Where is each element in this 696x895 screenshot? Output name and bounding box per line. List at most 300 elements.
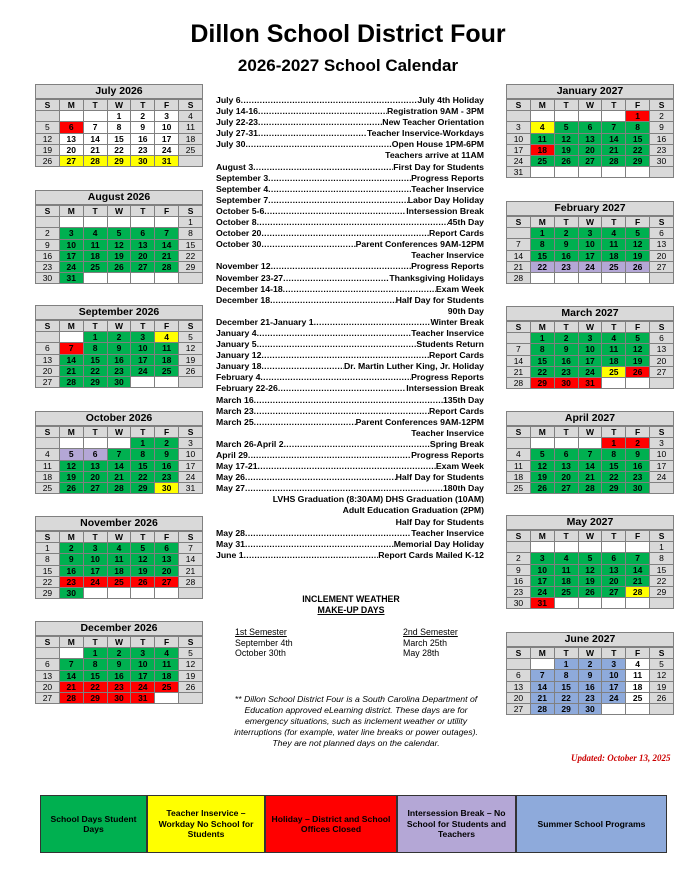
day-cell: 9 <box>155 449 179 460</box>
week-row <box>507 449 674 460</box>
day-cell: 28 <box>155 261 179 272</box>
day-cell <box>602 542 626 553</box>
day-cell: 13 <box>650 344 674 355</box>
day-cell: 14 <box>507 250 531 261</box>
event-description: Progress Reports <box>411 261 484 272</box>
event-date: March 16 <box>216 394 254 405</box>
updated-date: Updated: October 13, 2025 <box>571 753 671 763</box>
week-row <box>36 471 203 482</box>
event-date: November 12 <box>216 261 271 272</box>
week-row <box>507 692 674 703</box>
month-grid <box>35 426 203 494</box>
day-cell: 26 <box>578 586 602 597</box>
week-row <box>36 228 203 239</box>
day-cell: 17 <box>59 250 83 261</box>
day-cell <box>602 167 626 178</box>
day-cell: 8 <box>107 122 131 133</box>
day-cell <box>578 542 602 553</box>
day-cell <box>530 111 554 122</box>
dot-leader <box>254 417 356 428</box>
day-cell: 6 <box>554 449 578 460</box>
dot-leader <box>271 261 412 272</box>
first-semester-date: September 4th <box>235 637 293 648</box>
month-title: August 2026 <box>35 190 203 205</box>
day-cell <box>155 217 179 228</box>
week-row <box>507 355 674 366</box>
day-cell: 12 <box>626 239 650 250</box>
day-cell: 2 <box>554 333 578 344</box>
month-title: April 2027 <box>506 411 674 426</box>
month-calendar <box>35 411 203 494</box>
event-row <box>216 217 484 228</box>
calendar-year-title: 2026-2027 School Calendar <box>237 56 459 75</box>
day-cell: 1 <box>626 111 650 122</box>
day-cell: 22 <box>530 261 554 272</box>
day-cell: 25 <box>155 681 179 692</box>
day-cell: 24 <box>602 692 626 703</box>
day-cell: 13 <box>83 460 107 471</box>
week-row <box>507 155 674 166</box>
event-row <box>216 206 484 217</box>
event-description: Open House 1PM-6PM <box>391 139 484 150</box>
legend-item: Holiday – District and School Offices Closed <box>265 795 397 853</box>
week-row <box>36 155 203 166</box>
week-row <box>507 167 674 178</box>
weekday-header: W <box>578 648 602 659</box>
day-cell: 31 <box>530 598 554 609</box>
event-description: Spring Break <box>429 438 484 449</box>
day-cell: 18 <box>83 250 107 261</box>
dot-leader <box>278 383 406 394</box>
day-cell: 17 <box>155 133 179 144</box>
day-cell: 19 <box>179 670 203 681</box>
dot-leader <box>268 173 411 184</box>
month-calendar <box>506 306 674 389</box>
weekday-header: M <box>530 100 554 111</box>
day-cell: 21 <box>155 250 179 261</box>
event-description: Teacher Inservice-Workdays <box>366 128 484 139</box>
weekday-header: T <box>131 100 155 111</box>
day-cell <box>83 438 107 449</box>
day-cell: 7 <box>179 543 203 554</box>
day-cell: 30 <box>507 598 531 609</box>
weekday-header: M <box>59 206 83 217</box>
day-cell: 8 <box>602 449 626 460</box>
day-cell: 13 <box>602 564 626 575</box>
weekday-header: S <box>179 321 203 332</box>
week-row <box>507 377 674 388</box>
dot-leader <box>284 439 430 450</box>
day-cell: 26 <box>131 576 155 587</box>
weekday-header: F <box>626 531 650 542</box>
day-cell: 6 <box>155 543 179 554</box>
day-cell: 14 <box>59 670 83 681</box>
day-cell: 15 <box>602 460 626 471</box>
day-cell: 19 <box>626 355 650 366</box>
week-row <box>36 576 203 587</box>
day-cell: 11 <box>507 460 531 471</box>
day-cell: 7 <box>507 239 531 250</box>
day-cell: 29 <box>626 155 650 166</box>
day-cell: 24 <box>83 576 107 587</box>
day-cell <box>602 703 626 714</box>
event-row <box>216 261 484 272</box>
day-cell: 8 <box>626 122 650 133</box>
day-cell: 20 <box>578 144 602 155</box>
day-cell: 22 <box>626 144 650 155</box>
day-cell: 16 <box>578 681 602 692</box>
day-cell: 16 <box>131 133 155 144</box>
day-cell: 12 <box>179 659 203 670</box>
event-description: Half Day for Students <box>395 472 484 483</box>
dot-leader <box>254 406 429 417</box>
week-row <box>507 564 674 575</box>
day-cell: 4 <box>179 111 203 122</box>
month-title: March 2027 <box>506 306 674 321</box>
day-cell <box>83 111 107 122</box>
day-cell: 4 <box>602 228 626 239</box>
event-row <box>216 328 484 339</box>
month-grid <box>506 321 674 389</box>
day-cell: 3 <box>59 228 83 239</box>
month-title: May 2027 <box>506 515 674 530</box>
day-cell: 21 <box>59 365 83 376</box>
day-cell: 7 <box>59 659 83 670</box>
weekday-header: S <box>36 427 60 438</box>
day-cell <box>578 438 602 449</box>
day-cell: 2 <box>131 111 155 122</box>
week-row <box>507 272 674 283</box>
day-cell: 16 <box>36 250 60 261</box>
weekday-header: S <box>507 322 531 333</box>
week-row <box>36 670 203 681</box>
day-cell: 1 <box>179 217 203 228</box>
day-cell: 14 <box>530 681 554 692</box>
day-cell: 23 <box>59 576 83 587</box>
day-cell: 9 <box>107 343 131 354</box>
day-cell: 29 <box>83 376 107 387</box>
event-row <box>216 361 484 372</box>
day-cell <box>626 377 650 388</box>
day-cell: 17 <box>131 670 155 681</box>
elearning-note: ** Dillon School District Four is a South Carolina Department of Education approved eLearning district. These days are for emergency situations, such as inclement weather or utility interruptions (for example, water line breaks or power outages). They are not planned days on the calendar. <box>234 694 478 748</box>
event-description: Report Cards Mailed K-12 <box>378 549 484 560</box>
day-cell <box>59 438 83 449</box>
day-cell: 12 <box>179 343 203 354</box>
day-cell: 21 <box>179 565 203 576</box>
dot-leader <box>261 361 344 372</box>
week-row <box>36 354 203 365</box>
day-cell: 1 <box>83 332 107 343</box>
day-cell: 10 <box>155 122 179 133</box>
week-row <box>507 111 674 122</box>
day-cell: 11 <box>602 344 626 355</box>
day-cell: 7 <box>578 449 602 460</box>
day-cell: 28 <box>83 155 107 166</box>
day-cell: 19 <box>626 250 650 261</box>
day-cell: 16 <box>507 575 531 586</box>
events-list <box>216 95 484 561</box>
day-cell: 19 <box>179 354 203 365</box>
weekday-header: W <box>107 427 131 438</box>
day-cell: 2 <box>650 111 674 122</box>
weekday-header: M <box>530 427 554 438</box>
day-cell: 12 <box>530 460 554 471</box>
week-row <box>36 648 203 659</box>
month-calendar <box>506 84 674 178</box>
weekday-header: F <box>626 427 650 438</box>
day-cell: 9 <box>554 344 578 355</box>
weekday-header: W <box>107 532 131 543</box>
day-cell: 15 <box>36 565 60 576</box>
event-row <box>216 317 484 328</box>
first-semester-label: 1st Semester <box>235 627 287 637</box>
event-row <box>216 505 484 516</box>
weekday-header: T <box>602 322 626 333</box>
weekday-header: W <box>578 217 602 228</box>
first-semester-makeup <box>235 627 293 659</box>
dot-leader <box>257 328 412 339</box>
event-date: October 8 <box>216 217 257 228</box>
day-cell: 13 <box>59 133 83 144</box>
day-cell: 25 <box>83 261 107 272</box>
day-cell: 18 <box>155 670 179 681</box>
day-cell: 15 <box>131 460 155 471</box>
day-cell <box>507 542 531 553</box>
day-cell: 13 <box>36 670 60 681</box>
event-description: Thanksgiving Holidays <box>389 272 484 283</box>
day-cell <box>650 703 674 714</box>
month-title: February 2027 <box>506 201 674 216</box>
day-cell: 25 <box>36 482 60 493</box>
weekday-header: F <box>155 206 179 217</box>
day-cell: 10 <box>59 239 83 250</box>
weekday-header: W <box>107 637 131 648</box>
day-cell: 31 <box>131 692 155 703</box>
day-cell: 21 <box>626 575 650 586</box>
day-cell <box>530 659 554 670</box>
dot-leader <box>260 372 411 383</box>
week-row <box>507 586 674 597</box>
weekday-header: T <box>554 531 578 542</box>
day-cell: 20 <box>36 681 60 692</box>
weekday-header: W <box>107 100 131 111</box>
month-title: November 2026 <box>35 516 203 531</box>
day-cell: 12 <box>554 133 578 144</box>
day-cell <box>107 587 131 598</box>
weekday-header: T <box>83 321 107 332</box>
event-date: February 4 <box>216 372 261 383</box>
day-cell <box>530 272 554 283</box>
event-row <box>216 494 484 505</box>
day-cell: 4 <box>530 122 554 133</box>
day-cell: 22 <box>83 365 107 376</box>
month-grid <box>35 531 203 599</box>
day-cell: 1 <box>554 659 578 670</box>
week-row <box>507 659 674 670</box>
day-cell <box>507 659 531 670</box>
weekday-header: F <box>626 217 650 228</box>
day-cell: 6 <box>36 659 60 670</box>
day-cell: 19 <box>554 144 578 155</box>
day-cell: 5 <box>131 543 155 554</box>
event-date: April 29 <box>216 450 248 460</box>
day-cell: 30 <box>554 377 578 388</box>
week-row <box>36 692 203 703</box>
day-cell <box>578 272 602 283</box>
month-calendar <box>506 515 674 609</box>
day-cell <box>626 542 650 553</box>
day-cell: 2 <box>59 543 83 554</box>
day-cell <box>578 598 602 609</box>
day-cell <box>554 598 578 609</box>
day-cell <box>59 111 83 122</box>
day-cell <box>83 587 107 598</box>
event-date: January 18 <box>216 361 262 372</box>
weekday-header: S <box>36 532 60 543</box>
weekday-header: W <box>107 206 131 217</box>
day-cell: 3 <box>155 111 179 122</box>
week-row <box>36 239 203 250</box>
week-row <box>507 575 674 586</box>
week-row <box>36 587 203 598</box>
dot-leader <box>283 284 436 295</box>
day-cell: 21 <box>602 144 626 155</box>
day-cell: 6 <box>650 333 674 344</box>
day-cell: 27 <box>650 366 674 377</box>
day-cell <box>578 111 602 122</box>
week-row <box>36 250 203 261</box>
week-row <box>507 471 674 482</box>
event-row <box>216 273 484 284</box>
event-description: Students Return <box>416 339 484 350</box>
event-description: Teachers arrive at 11AM <box>385 150 484 161</box>
event-row <box>216 284 484 295</box>
month-calendar <box>506 411 674 494</box>
day-cell: 14 <box>626 564 650 575</box>
week-row <box>36 122 203 133</box>
day-cell: 28 <box>59 692 83 703</box>
day-cell: 3 <box>131 332 155 343</box>
day-cell: 10 <box>602 670 626 681</box>
week-row <box>36 365 203 376</box>
month-grid <box>35 99 203 167</box>
day-cell <box>507 228 531 239</box>
event-date: November 23-27 <box>216 272 284 283</box>
event-description: Progress Reports <box>411 172 484 183</box>
day-cell: 23 <box>626 471 650 482</box>
weekday-header: T <box>602 100 626 111</box>
event-date: May 27 <box>216 483 245 494</box>
event-description: Teacher Inservice <box>411 427 484 438</box>
day-cell: 9 <box>107 659 131 670</box>
day-cell: 10 <box>650 449 674 460</box>
event-description: Registration 9AM - 3PM <box>386 106 484 117</box>
event-description: 45th Day <box>447 217 484 228</box>
weekday-header: T <box>83 427 107 438</box>
day-cell: 15 <box>626 133 650 144</box>
day-cell: 15 <box>554 681 578 692</box>
day-cell: 25 <box>179 144 203 155</box>
day-cell: 23 <box>507 586 531 597</box>
weekday-header: T <box>554 427 578 438</box>
month-calendar <box>506 201 674 284</box>
event-row <box>216 150 484 161</box>
dot-leader <box>283 273 389 284</box>
month-grid <box>506 647 674 715</box>
event-date: March 26-April 2 <box>216 438 284 449</box>
day-cell: 8 <box>530 239 554 250</box>
day-cell: 18 <box>36 471 60 482</box>
day-cell <box>83 273 107 284</box>
day-cell: 23 <box>578 692 602 703</box>
day-cell: 24 <box>131 365 155 376</box>
event-description: Teacher Inservice <box>411 183 484 194</box>
day-cell: 10 <box>507 133 531 144</box>
day-cell <box>179 692 203 703</box>
day-cell: 31 <box>507 167 531 178</box>
day-cell: 10 <box>530 564 554 575</box>
day-cell: 16 <box>554 355 578 366</box>
day-cell <box>179 376 203 387</box>
day-cell: 1 <box>530 228 554 239</box>
day-cell: 8 <box>36 554 60 565</box>
day-cell: 18 <box>530 144 554 155</box>
day-cell: 22 <box>554 692 578 703</box>
day-cell <box>602 377 626 388</box>
day-cell: 17 <box>530 575 554 586</box>
day-cell <box>107 217 131 228</box>
day-cell: 4 <box>507 449 531 460</box>
day-cell: 18 <box>602 250 626 261</box>
day-cell: 20 <box>59 144 83 155</box>
day-cell: 30 <box>578 703 602 714</box>
day-cell: 21 <box>59 681 83 692</box>
day-cell <box>59 648 83 659</box>
day-cell <box>155 273 179 284</box>
day-cell: 9 <box>507 564 531 575</box>
day-cell: 8 <box>179 228 203 239</box>
day-cell: 6 <box>59 122 83 133</box>
event-date: July 30 <box>216 139 246 150</box>
event-description: New Teacher Orientation <box>382 117 484 128</box>
day-cell: 26 <box>626 366 650 377</box>
day-cell: 19 <box>578 575 602 586</box>
day-cell: 18 <box>179 133 203 144</box>
weekday-header: T <box>554 648 578 659</box>
event-description: Half Day for Students <box>395 294 484 305</box>
weekday-header: S <box>650 427 674 438</box>
day-cell <box>179 155 203 166</box>
month-calendar <box>35 621 203 704</box>
day-cell: 23 <box>554 366 578 377</box>
day-cell: 25 <box>554 586 578 597</box>
day-cell: 29 <box>602 482 626 493</box>
day-cell <box>650 272 674 283</box>
day-cell: 27 <box>554 482 578 493</box>
day-cell: 10 <box>83 554 107 565</box>
day-cell: 30 <box>107 376 131 387</box>
day-cell <box>155 587 179 598</box>
day-cell: 25 <box>626 692 650 703</box>
day-cell: 11 <box>626 670 650 681</box>
day-cell: 5 <box>530 449 554 460</box>
day-cell: 5 <box>179 648 203 659</box>
day-cell: 23 <box>155 471 179 482</box>
day-cell: 31 <box>155 155 179 166</box>
day-cell: 21 <box>83 144 107 155</box>
event-row <box>216 95 484 106</box>
